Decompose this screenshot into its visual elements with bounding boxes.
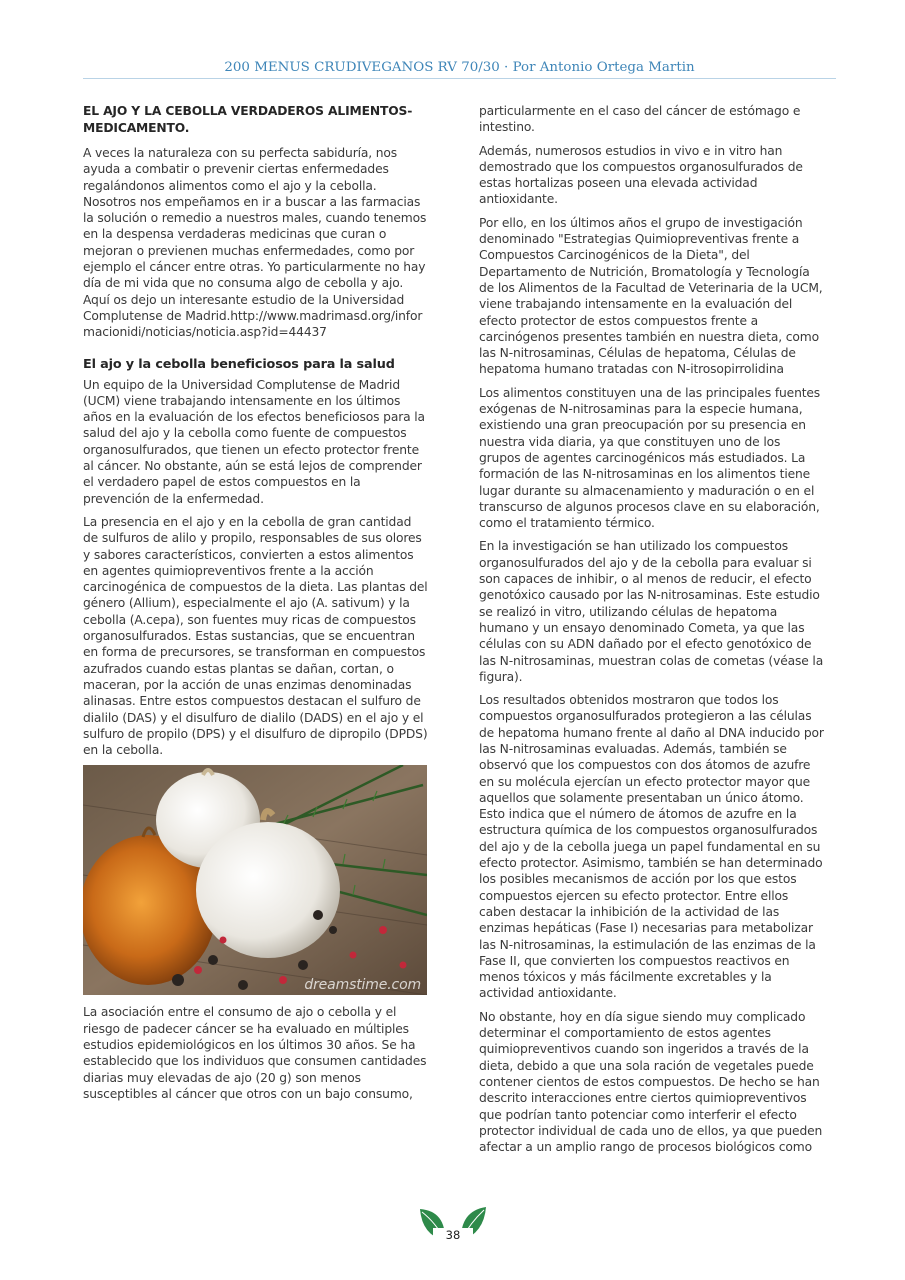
section-heading: El ajo y la cebolla beneficiosos para la salud — [83, 356, 395, 372]
paragraph: No obstante, hoy en día sigue siendo muy complicado determinar el comportamiento de estos agentes quimiopreventivos cuando son ingeridos a través de la dieta, debido a que una sola ración de vegetales puede contener cientos de estos compuestos. De hecho se han descrito interacciones entre ciertos quimiopreventivos que podrían tanto potenciar como interferir el efecto protector individual de cada uno de ellos, ya que pueden afectar a un amplio rango de procesos biológicos como — [479, 1009, 823, 1155]
garlic-onion-photo — [83, 765, 427, 995]
paragraph: particularmente en el caso del cáncer de estómago e intestino. — [479, 104, 801, 135]
article-title: EL AJO Y LA CEBOLLA VERDADEROS ALIMENTOS-MEDICAMENTO. — [83, 104, 413, 135]
intro-paragraph — [83, 145, 428, 341]
paragraph: La presencia en el ajo y en la cebolla de gran cantidad de sulfuros de alilo y propilo, responsables de sus olores y sabores característicos, convierten a estos alimentos en agentes quimiopreventivos frente a la acción carcinogénica de compuestos de la dieta. Las plantas del género (Allium), especialmente el ajo (A. sativum) y la cebolla (A.cepa), son fuentes muy ricas de compuestos organosulfurados. Estas sustancias, que se encuentran en forma de precursores, se transforman en compuestos azufrados cuando estas plantas se dañan, cortan, o maceran, por la acción de unas enzimas denominadas alinasas. Entre estos compuestos destacan el sulfuro de dialilo (DAS) y el disulfuro de dialilo (DADS) en el ajo y el sulfuro de propilo (DPS) y el disulfuro de dipropilo (DPDS) en la cebolla. — [83, 514, 428, 758]
paragraph: Además, numerosos estudios in vivo e in vitro han demostrado que los compuestos organosulfurados de estas hortalizas poseen una elevada actividad antioxidante. — [479, 143, 803, 207]
page-number: 38 — [433, 1228, 473, 1242]
intro-text: A veces la naturaleza con su perfecta sabiduría, nos ayuda a combatir o prevenir ciertas enfermedades regalándonos alimentos como el ajo y la cebolla. Nosotros nos empeñamos en ir a buscar a las farmacias la solución o remedio a nuestros males, cuando tenemos en la despensa verdaderas medicinas que curan o mejoran o previenen muchas enfermedades, como por ejemplo el cáncer entre otras. Yo particularmente no hay día de mi vida que no consuma algo de cebolla y ajo. Aquí os dejo un interesante estudio de la Universidad Complutense de — [83, 146, 427, 323]
paragraph: En la investigación se han utilizado los compuestos organosulfurados del ajo y de la cebolla para evaluar si son capaces de inhibir, o al menos de reducir, el efecto genotóxico causado por las N-nitrosaminas. Este estudio se realizó in vitro, utilizando células de hepatoma humano y un ensayo denominado Cometa, ya que las células con su ADN dañado por el efecto genotóxico de las N-nitrosaminas, muestran colas de cometas (véase la figura). — [479, 539, 824, 684]
paragraph: Un equipo de la Universidad Complutense de Madrid (UCM) viene trabajando intensamente en los últimos años en la evaluación de los efectos beneficiosos para la salud del ajo y la cebolla como fuente de compuestos organosulfurados, que tienen un efecto protector frente al cáncer. No obstante, aún se está lejos de comprender el verdadero papel de estos compuestos en la prevención de la enfermedad. — [83, 377, 425, 506]
right-column — [479, 103, 825, 1162]
photo-watermark: dreamstime.com — [304, 977, 421, 994]
paragraph: Por ello, en los últimos años el grupo de investigación denominado "Estrategias Quimiopreventivas frente a Compuestos Carcinogénicos de la Dieta", del Departamento de Nutrición, Bromatología y Tecnología de los Alimentos de la Facultad de Veterinaria de la UCM, viene trabajando intensamente en la evaluación del efecto protector de estos compuestos frente a carcinógenos presentes también en nuestra dieta, como las N-nitrosaminas, Células de hepatoma, Células de hepatoma humano tratadas con N-itrosopirrolidina — [479, 215, 823, 377]
paragraph: Los resultados obtenidos mostraron que todos los compuestos organosulfurados protegieron a las células de hepatoma humano frente al daño al DNA inducido por las N-nitrosaminas evaluadas. Además, también se observó que los compuestos con dos átomos de azufre en su molécula ejercían un efecto protector mayor que aquellos que solamente presentaban un único átomo. Esto indica que el número de átomos de azufre en la estructura química de los compuestos organosulfurados del ajo y de la cebolla juega un papel fundamental en su efecto protector. Asimismo, también se han determinado los posibles mecanismos de acción por los que estos compuestos ejercen su efecto protector. Entre ellos caben destacar la inhibición de la actividad de las enzimas hepáticas (Fase I) necesarias para metabolizar las N-nitrosaminas, la estimulación de las enzimas de la Fase II, que convierten los compuestos reactivos en menos tóxicos y más fácilmente excretables y la actividad antioxidante. — [479, 693, 824, 1001]
source-link[interactable]: Madrid.http://www.madrimasd.org/informacionidi/noticias/noticia.asp?id=44437 — [83, 308, 423, 340]
paragraph: La asociación entre el consumo de ajo o cebolla y el riesgo de padecer cáncer se ha evaluado en múltiples estudios epidemiológicos en los últimos 30 años. Se ha establecido que los individuos que consumen cantidades diarias muy elevadas de ajo (20 g) son menos susceptibles al cáncer que otros con un bajo consumo, — [83, 1005, 427, 1101]
paragraph: Los alimentos constituyen una de las principales fuentes exógenas de N-nitrosaminas para la especie humana, existiendo una gran preocupación por su presencia en nuestra vida diaria, ya que constituyen uno de los grupos de agentes carcinogénicos más estudiados. La formación de las N-nitrosaminas en los alimentos tiene lugar durante su almacenamiento y maduración o en el transcurso de algunos procesos clave en su elaboración, como el tratamiento térmico. — [479, 385, 821, 531]
left-column — [83, 103, 428, 1109]
running-header: 200 MENUS CRUDIVEGANOS RV 70/30 · Por Antonio Ortega Martin — [83, 58, 836, 79]
